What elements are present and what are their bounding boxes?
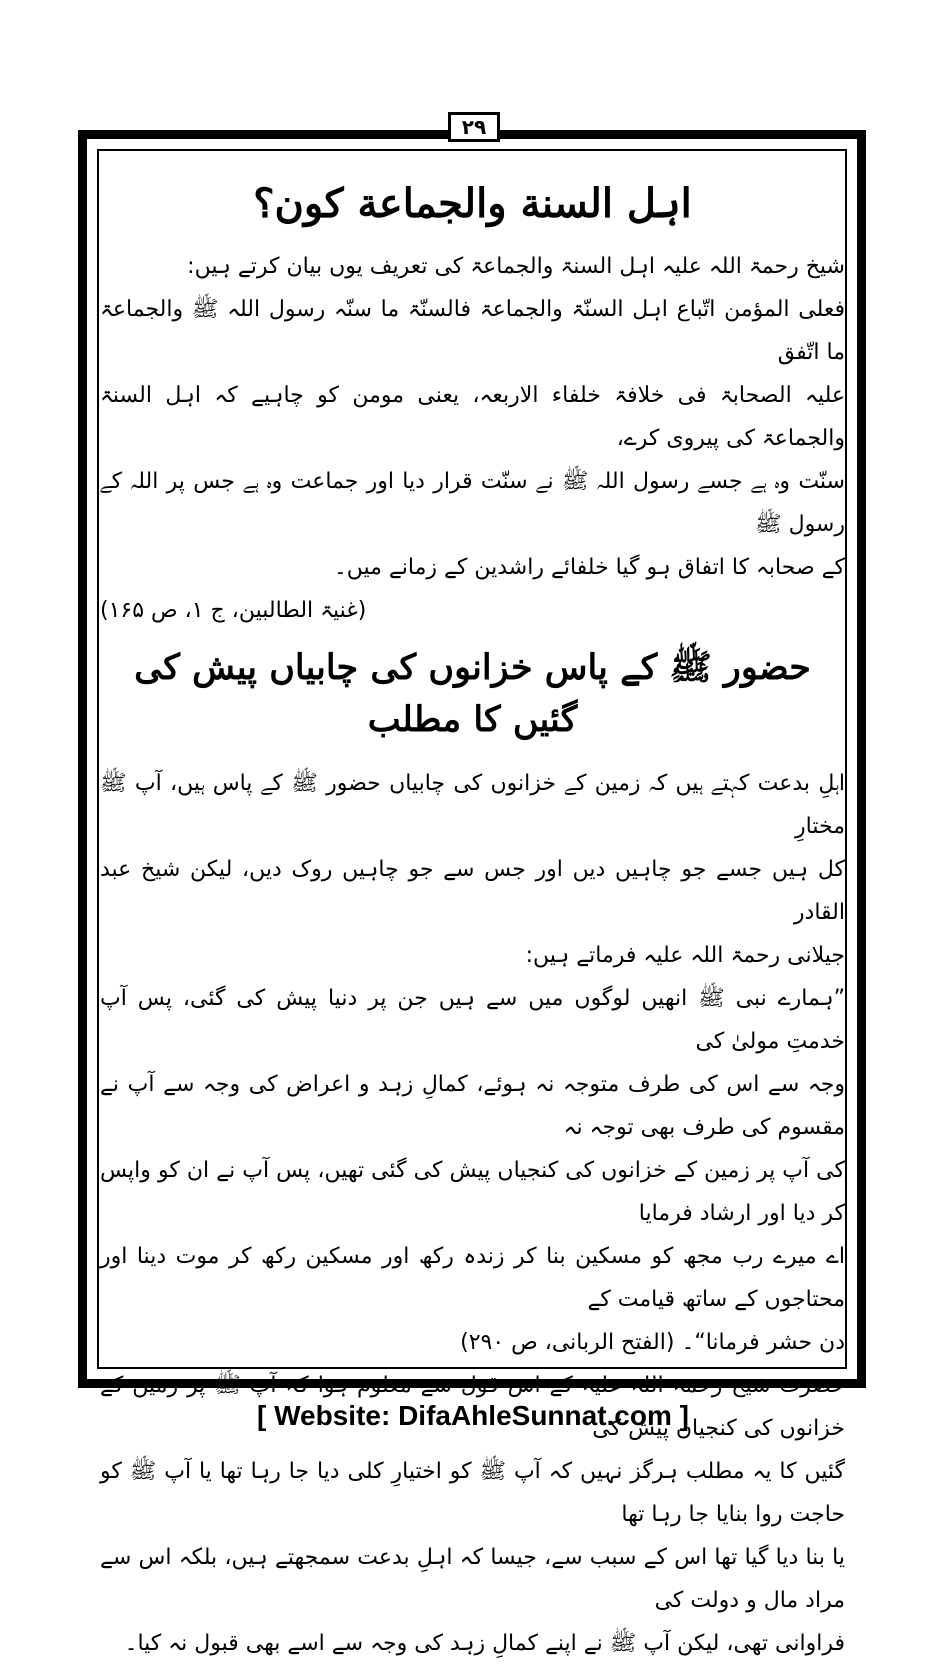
section-heading: حضور ﷺ کے پاس خزانوں کی چابیاں پیش کی گئیں کا مطلب: [134, 647, 811, 740]
arabic-quote-line: فعلی المؤمن اتّباع اہل السنّۃ والجماعۃ فالسنّۃ ما سنّہ رسول اللہ ﷺ والجماعۃ ما اتّفق: [100, 297, 845, 365]
page-title: اہل السنة والجماعة کون؟: [253, 180, 692, 227]
body-line: فراوانی تھی، لیکن آپ ﷺ نے اپنے کمالِ زہد کی وجہ سے اسے بھی قبول نہ کیا۔: [124, 1631, 845, 1656]
reference: (الفتح الربانی، ص ۲۹۰): [460, 1330, 675, 1355]
website-footer: [ Website: DifaAhleSunnat.com ]: [257, 1400, 689, 1431]
page-content: [100, 170, 845, 1665]
body-line: گئیں کا یہ مطلب ہرگز نہیں کہ آپ ﷺ کو اختیارِ کلی دیا جا رہا تھا یا آپ ﷺ کو حاجت روا بنایا جا رہا تھا: [100, 1459, 845, 1527]
quote-line: وجہ سے اس کی طرف متوجہ نہ ہوئے، کمالِ زہد و اعراض کی وجہ سے آپ نے مقسوم کی طرف بھی توجہ نہ: [100, 1072, 845, 1140]
quote-end: دن حشر فرمانا“۔: [681, 1330, 845, 1355]
intro-line: شیخ رحمۃ اللہ علیہ اہل السنۃ والجماعۃ کی تعریف یوں بیان کرتے ہیں:: [187, 254, 845, 279]
quote-line: کی آپ پر زمین کے خزانوں کی کنجیاں پیش کی گئی تھیں، پس آپ نے ان کو واپس کر دیا اور ارشاد فرمایا: [100, 1158, 845, 1226]
body-line: یا بنا دیا گیا تھا اس کے سبب سے، جیسا کہ اہلِ بدعت سمجھتے ہیں، بلکہ اس سے مراد مال و دولت کی: [100, 1545, 845, 1613]
body-line: اہلِ بدعت کہتے ہیں کہ زمین کے خزانوں کی چابیاں حضور ﷺ کے پاس ہیں، آپ ﷺ مختارِ: [100, 771, 845, 839]
reference: (غنیۃ الطالبین، ج ۱، ص ۱۶۵): [100, 598, 367, 623]
body-line: جیلانی رحمۃ اللہ علیہ فرماتے ہیں:: [525, 943, 845, 968]
body-line: کل ہیں جسے جو چاہیں دیں اور جس سے جو چاہیں روک دیں، لیکن شیخ عبد القادر: [100, 857, 845, 925]
page-number: ٢٩: [448, 112, 500, 142]
arabic-quote-line: علیہ الصحابۃ فی خلافۃ خلفاء الاربعہ، یعنی مومن کو چاہیے کہ اہل السنۃ والجماعۃ کی پیروی کرے،: [100, 383, 845, 451]
body-line: حضرت شیخ رحمۃ اللہ علیہ کے اس قول سے معلوم ہوا کہ آپ ﷺ پر زمین کے خزانوں کی کنجیاں پیش کی: [100, 1373, 845, 1441]
body-line: سنّت وہ ہے جسے رسول اللہ ﷺ نے سنّت قرار دیا اور جماعت وہ ہے جس پر اللہ کے رسول ﷺ: [100, 469, 845, 537]
quote-line: ”ہمارے نبی ﷺ انھیں لوگوں میں سے ہیں جن پر دنیا پیش کی گئی، پس آپ خدمتِ مولیٰ کی: [100, 986, 845, 1054]
body-line: کے صحابہ کا اتفاق ہو گیا خلفائے راشدین کے زمانے میں۔: [333, 555, 845, 580]
quote-line: اے میرے رب مجھ کو مسکین بنا کر زندہ رکھ اور مسکین رکھ کر موت دینا اور محتاجوں کے ساتھ قیامت کے: [100, 1244, 845, 1312]
quote-line: [100, 1321, 845, 1364]
